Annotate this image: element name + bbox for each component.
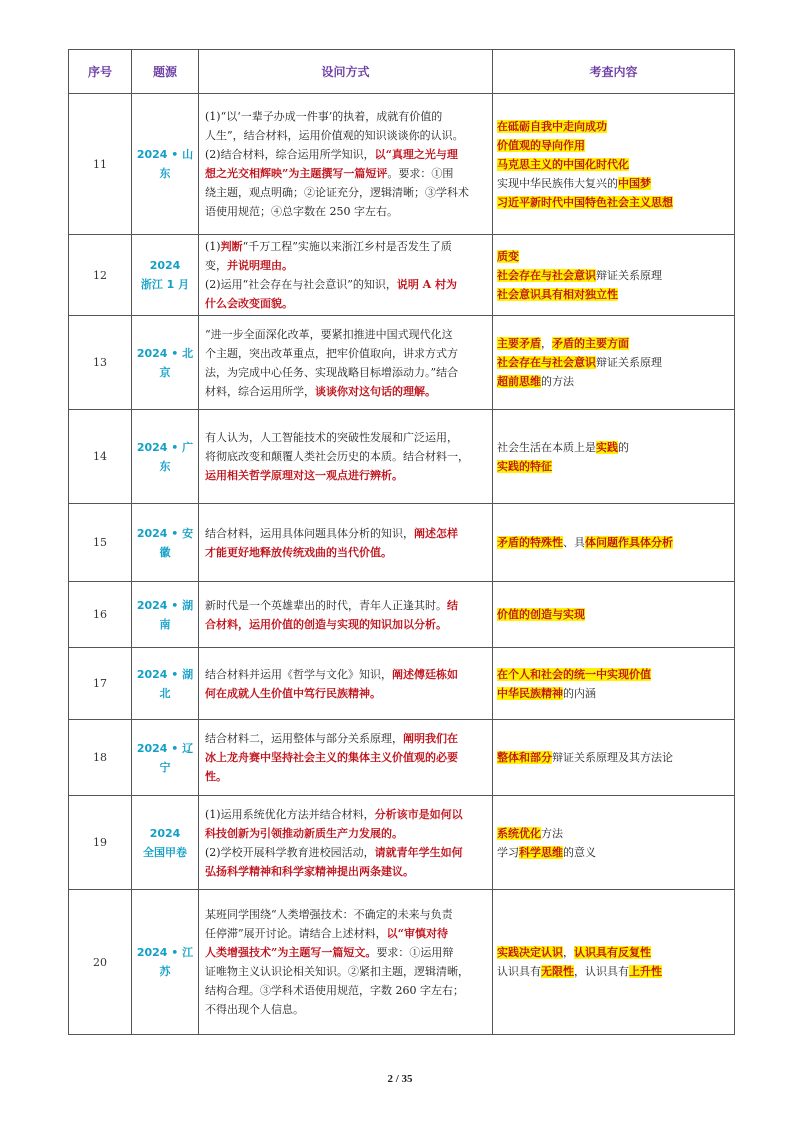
row-number: 20 bbox=[69, 890, 132, 1035]
highlighted-key-point: 上升性 bbox=[629, 965, 662, 978]
table-row bbox=[69, 410, 735, 504]
method-line bbox=[205, 924, 486, 943]
text-segment: (1) bbox=[205, 240, 221, 253]
source-line: 2024 bbox=[149, 826, 181, 840]
highlighted-key-point: 无限性 bbox=[541, 965, 574, 978]
emphasized-text: 分析该市是如何以 bbox=[374, 807, 463, 821]
highlighted-key-point: 社会存在与社会意识 bbox=[497, 268, 596, 282]
question-source bbox=[132, 504, 199, 582]
text-segment: ， bbox=[541, 337, 552, 350]
text-segment: 语使用规范；④总字数在 250 字左右。 bbox=[205, 205, 398, 218]
question-method bbox=[199, 235, 493, 316]
source-line: 2024 • 湖南 bbox=[136, 598, 194, 631]
emphasized-text: 结 bbox=[447, 598, 458, 612]
method-line bbox=[205, 275, 486, 294]
highlighted-key-point: 主要矛盾 bbox=[497, 337, 541, 350]
content-line bbox=[497, 457, 730, 476]
text-segment: 证唯物主义认识论相关知识。②紧扣主题，逻辑清晰， bbox=[205, 965, 469, 978]
text-segment: 。要求：①围 bbox=[387, 167, 454, 180]
tested-content bbox=[493, 582, 735, 648]
highlighted-key-point: 系统优化 bbox=[497, 826, 541, 840]
question-method bbox=[199, 890, 493, 1035]
emphasized-text: 运用相关哲学原理对这一观点进行辨析。 bbox=[205, 469, 403, 482]
highlighted-key-point: 实践的特征 bbox=[497, 459, 552, 473]
text-segment: 的内涵 bbox=[563, 686, 596, 700]
tested-content bbox=[493, 316, 735, 410]
text-segment: 不得出现个人信息。 bbox=[205, 1003, 304, 1016]
method-line bbox=[205, 767, 486, 786]
source-line: 2024 bbox=[149, 259, 181, 272]
tested-content bbox=[493, 720, 735, 796]
highlighted-key-point: 中国梦 bbox=[618, 176, 651, 190]
table-row bbox=[69, 890, 735, 1035]
emphasized-text: 判断 bbox=[220, 240, 243, 253]
highlighted-key-point: 体问题作具体分析 bbox=[585, 536, 673, 549]
text-segment: 将彻底改变和颠覆人类社会历史的本质。结合材料一， bbox=[205, 450, 469, 463]
highlighted-key-point: 中华民族精神 bbox=[497, 686, 563, 700]
row-number: 15 bbox=[69, 504, 132, 582]
method-line bbox=[205, 524, 486, 543]
method-line bbox=[205, 684, 486, 703]
table-row bbox=[69, 796, 735, 890]
text-segment: (2)结合材料，综合运用所学知识， bbox=[205, 148, 375, 161]
highlighted-key-point: 矛盾的特殊性 bbox=[497, 536, 563, 549]
content-line bbox=[497, 748, 730, 767]
question-method bbox=[199, 720, 493, 796]
method-line bbox=[205, 729, 486, 748]
text-segment: 认识具有 bbox=[497, 965, 541, 978]
content-line bbox=[497, 943, 730, 962]
content-line bbox=[497, 665, 730, 684]
content-line bbox=[497, 353, 730, 372]
question-source bbox=[132, 410, 199, 504]
content-line bbox=[497, 438, 730, 457]
text-segment: 方法 bbox=[541, 826, 563, 840]
row-number: 19 bbox=[69, 796, 132, 890]
content-line bbox=[497, 247, 730, 266]
text-segment: ，认识具有 bbox=[574, 965, 629, 978]
text-segment: 新时代是一个英雄辈出的时代，青年人正逢其时。 bbox=[205, 598, 447, 612]
method-line bbox=[205, 665, 486, 684]
text-segment: (2)运用“社会存在与社会意识”的知识， bbox=[205, 278, 397, 291]
content-line bbox=[497, 824, 730, 843]
method-line bbox=[205, 325, 486, 344]
text-segment: 有人认为，人工智能技术的突破性发展和广泛运用， bbox=[205, 431, 458, 444]
emphasized-text: 科技创新为引领推动新质生产力发展的。 bbox=[205, 826, 403, 840]
text-segment: 结构合理。③学科术语使用规范，字数 260 字左右； bbox=[205, 984, 464, 997]
emphasized-text: 以“审慎对待 bbox=[386, 927, 448, 940]
text-segment: (2)学校开展科学教育进校园活动， bbox=[205, 845, 375, 859]
source-line: 2024 • 安徽 bbox=[136, 526, 194, 559]
exam-questions-table bbox=[68, 49, 735, 1035]
emphasized-text: 阐述怎样 bbox=[414, 526, 458, 540]
method-line bbox=[205, 981, 486, 1000]
highlighted-key-point: 习近平新时代中国特色社会主义思想 bbox=[497, 195, 673, 209]
method-line bbox=[205, 428, 486, 447]
method-line bbox=[205, 107, 486, 126]
method-line bbox=[205, 126, 486, 145]
tested-content bbox=[493, 504, 735, 582]
method-line bbox=[205, 294, 486, 313]
text-segment: (1)“以‘一辈子办成一件事’的执着，成就有价值的 bbox=[205, 110, 443, 123]
row-number: 16 bbox=[69, 582, 132, 648]
text-segment: 任停滞”展开讨论。请结合上述材料， bbox=[205, 927, 387, 940]
method-line bbox=[205, 943, 486, 962]
table-row bbox=[69, 94, 735, 235]
text-segment: “千万工程”实施以来浙江乡村是否发生了质 bbox=[242, 240, 452, 253]
question-method bbox=[199, 410, 493, 504]
method-line bbox=[205, 145, 486, 164]
content-line bbox=[497, 334, 730, 353]
tested-content bbox=[493, 890, 735, 1035]
source-line: 2024 • 广东 bbox=[136, 440, 194, 473]
source-line: 浙江 1 月 bbox=[140, 278, 190, 291]
source-line: 2024 • 北京 bbox=[136, 346, 194, 379]
emphasized-text: 阐述傅廷栋如 bbox=[392, 667, 458, 681]
method-line bbox=[205, 543, 486, 562]
text-segment: 的意义 bbox=[563, 845, 596, 859]
source-line: 2024 • 江苏 bbox=[136, 946, 194, 978]
text-segment: 结合材料二，运用整体与部分关系原理， bbox=[205, 732, 403, 745]
emphasized-text: 说明 A 村为 bbox=[396, 278, 458, 291]
emphasized-text: 弘扬科学精神和科学家精神提出两条建议。 bbox=[205, 864, 414, 878]
content-line bbox=[497, 843, 730, 862]
content-line bbox=[497, 605, 730, 624]
content-line bbox=[497, 117, 730, 136]
content-line bbox=[497, 684, 730, 703]
highlighted-key-point: 质变 bbox=[497, 249, 519, 263]
method-line bbox=[205, 748, 486, 767]
content-line bbox=[497, 962, 730, 981]
question-source bbox=[132, 796, 199, 890]
highlighted-key-point: 价值的创造与实现 bbox=[497, 608, 585, 621]
table-row bbox=[69, 582, 735, 648]
question-source bbox=[132, 94, 199, 235]
method-line bbox=[205, 363, 486, 382]
method-line bbox=[205, 344, 486, 363]
emphasized-text: 才能更好地释放传统戏曲的当代价值。 bbox=[205, 545, 392, 559]
content-line bbox=[497, 533, 730, 552]
emphasized-text: 想之光交相辉映”为主题撰写一篇短评 bbox=[205, 167, 388, 180]
table-row bbox=[69, 720, 735, 796]
text-segment: 辩证关系原理 bbox=[596, 268, 662, 282]
text-segment: 要求：①运用辩 bbox=[376, 946, 454, 959]
content-line bbox=[497, 155, 730, 174]
row-number: 14 bbox=[69, 410, 132, 504]
question-source bbox=[132, 582, 199, 648]
tested-content bbox=[493, 410, 735, 504]
emphasized-text: 何在成就人生价值中笃行民族精神。 bbox=[205, 686, 381, 700]
text-segment: 结合材料并运用《哲学与文化》知识， bbox=[205, 667, 392, 681]
method-line bbox=[205, 164, 486, 183]
text-segment: 、具 bbox=[563, 536, 585, 549]
method-line bbox=[205, 237, 486, 256]
tested-content bbox=[493, 796, 735, 890]
text-segment: 辩证关系原理及其方法论 bbox=[552, 751, 673, 764]
emphasized-text: 什么会改变面貌。 bbox=[205, 297, 293, 310]
text-segment: 社会生活在本质上是 bbox=[497, 440, 596, 454]
method-line bbox=[205, 615, 486, 634]
content-line bbox=[497, 285, 730, 304]
emphasized-text: 冰上龙舟赛中坚持社会主义的集体主义价值观的必要 bbox=[205, 751, 458, 764]
table-row bbox=[69, 235, 735, 316]
method-line bbox=[205, 1000, 486, 1019]
table-body bbox=[69, 94, 735, 1035]
method-line bbox=[205, 962, 486, 981]
source-line: 2024 • 辽宁 bbox=[136, 741, 194, 774]
emphasized-text: 以“真理之光与理 bbox=[374, 148, 458, 161]
text-segment: 绕主题，观点明确；②论证充分，逻辑清晰；③学科术 bbox=[205, 186, 469, 199]
highlighted-key-point: 在砥砺自我中走向成功 bbox=[497, 119, 607, 133]
question-source bbox=[132, 720, 199, 796]
emphasized-text: 阐明我们在 bbox=[403, 732, 458, 745]
highlighted-key-point: 认识具有反复性 bbox=[574, 946, 651, 959]
method-line bbox=[205, 256, 486, 275]
row-number: 13 bbox=[69, 316, 132, 410]
table-row bbox=[69, 316, 735, 410]
highlighted-key-point: 实践决定认识 bbox=[497, 946, 563, 959]
text-segment: 学习 bbox=[497, 845, 519, 859]
tested-content bbox=[493, 648, 735, 720]
emphasized-text: 人类增强技术”为主题写一篇短文。 bbox=[205, 946, 377, 959]
question-method bbox=[199, 648, 493, 720]
emphasized-text: 并说明理由。 bbox=[227, 259, 293, 272]
row-number: 18 bbox=[69, 720, 132, 796]
content-line bbox=[497, 193, 730, 212]
question-method bbox=[199, 796, 493, 890]
question-source bbox=[132, 890, 199, 1035]
text-segment: 法，为完成中心任务、实现战略目标增添动力。”结合 bbox=[205, 365, 459, 379]
tested-content bbox=[493, 235, 735, 316]
method-line bbox=[205, 824, 486, 843]
text-segment: 变， bbox=[205, 259, 227, 272]
text-segment: 某班同学围绕“人类增强技术：不确定的未来与负责 bbox=[205, 908, 453, 921]
source-line: 2024 • 湖北 bbox=[136, 667, 194, 700]
question-source bbox=[132, 316, 199, 410]
header-method: 设问方式 bbox=[199, 50, 493, 94]
method-line bbox=[205, 905, 486, 924]
source-line: 2024 • 山东 bbox=[136, 148, 194, 180]
method-line bbox=[205, 447, 486, 466]
highlighted-key-point: 社会存在与社会意识 bbox=[497, 356, 596, 369]
question-source bbox=[132, 648, 199, 720]
row-number: 12 bbox=[69, 235, 132, 316]
question-source bbox=[132, 235, 199, 316]
highlighted-key-point: 马克思主义的中国化时代化 bbox=[497, 157, 629, 171]
emphasized-text: 谈谈你对这句话的理解。 bbox=[315, 384, 436, 398]
table-row bbox=[69, 648, 735, 720]
content-line bbox=[497, 136, 730, 155]
text-segment: “进一步全面深化改革，要紧扣推进中国式现代化这 bbox=[205, 327, 453, 341]
header-content: 考查内容 bbox=[493, 50, 735, 94]
highlighted-key-point: 整体和部分 bbox=[497, 751, 552, 764]
header-source: 题源 bbox=[132, 50, 199, 94]
tested-content bbox=[493, 94, 735, 235]
text-segment: 辩证关系原理 bbox=[596, 356, 662, 369]
content-line bbox=[497, 372, 730, 391]
highlighted-key-point: 超前思维 bbox=[497, 375, 541, 388]
text-segment: 材料，综合运用所学， bbox=[205, 384, 315, 398]
content-line bbox=[497, 174, 730, 193]
text-segment: 个主题，突出改革重点，把牢价值取向，讲求方式方 bbox=[205, 346, 458, 360]
method-line bbox=[205, 862, 486, 881]
highlighted-key-point: 在个人和社会的统一中实现价值 bbox=[497, 667, 651, 681]
row-number: 11 bbox=[69, 94, 132, 235]
method-line bbox=[205, 466, 486, 485]
text-segment: 结合材料，运用具体问题具体分析的知识， bbox=[205, 526, 414, 540]
question-method bbox=[199, 94, 493, 235]
text-segment: 的 bbox=[618, 440, 629, 454]
text-segment: 实现中华民族伟大复兴的 bbox=[497, 176, 618, 190]
highlighted-key-point: 实践 bbox=[596, 440, 618, 454]
page-number: 2 / 35 bbox=[387, 1073, 413, 1085]
content-line bbox=[497, 266, 730, 285]
emphasized-text: 性。 bbox=[205, 770, 227, 783]
text-segment: 的方法 bbox=[541, 375, 574, 388]
source-line: 全国甲卷 bbox=[143, 845, 187, 859]
emphasized-text: 请就青年学生如何 bbox=[374, 845, 463, 859]
emphasized-text: 合材料，运用价值的创造与实现的知识加以分析。 bbox=[205, 617, 447, 631]
question-method bbox=[199, 582, 493, 648]
highlighted-key-point: 科学思维 bbox=[519, 845, 563, 859]
text-segment: ， bbox=[563, 946, 574, 959]
row-number: 17 bbox=[69, 648, 132, 720]
text-segment: 人生”，结合材料，运用价值观的知识谈谈你的认识。 bbox=[205, 129, 464, 142]
highlighted-key-point: 社会意识具有相对独立性 bbox=[497, 287, 618, 301]
highlighted-key-point: 矛盾的主要方面 bbox=[552, 337, 629, 350]
method-line bbox=[205, 202, 486, 221]
question-method bbox=[199, 504, 493, 582]
table-row bbox=[69, 504, 735, 582]
question-method bbox=[199, 316, 493, 410]
highlighted-key-point: 价值观的导向作用 bbox=[497, 138, 585, 152]
method-line bbox=[205, 382, 486, 401]
method-line bbox=[205, 843, 486, 862]
table-header-row bbox=[69, 50, 735, 94]
method-line bbox=[205, 183, 486, 202]
header-seq: 序号 bbox=[69, 50, 132, 94]
method-line bbox=[205, 805, 486, 824]
method-line bbox=[205, 596, 486, 615]
text-segment: (1)运用系统优化方法并结合材料， bbox=[205, 807, 375, 821]
